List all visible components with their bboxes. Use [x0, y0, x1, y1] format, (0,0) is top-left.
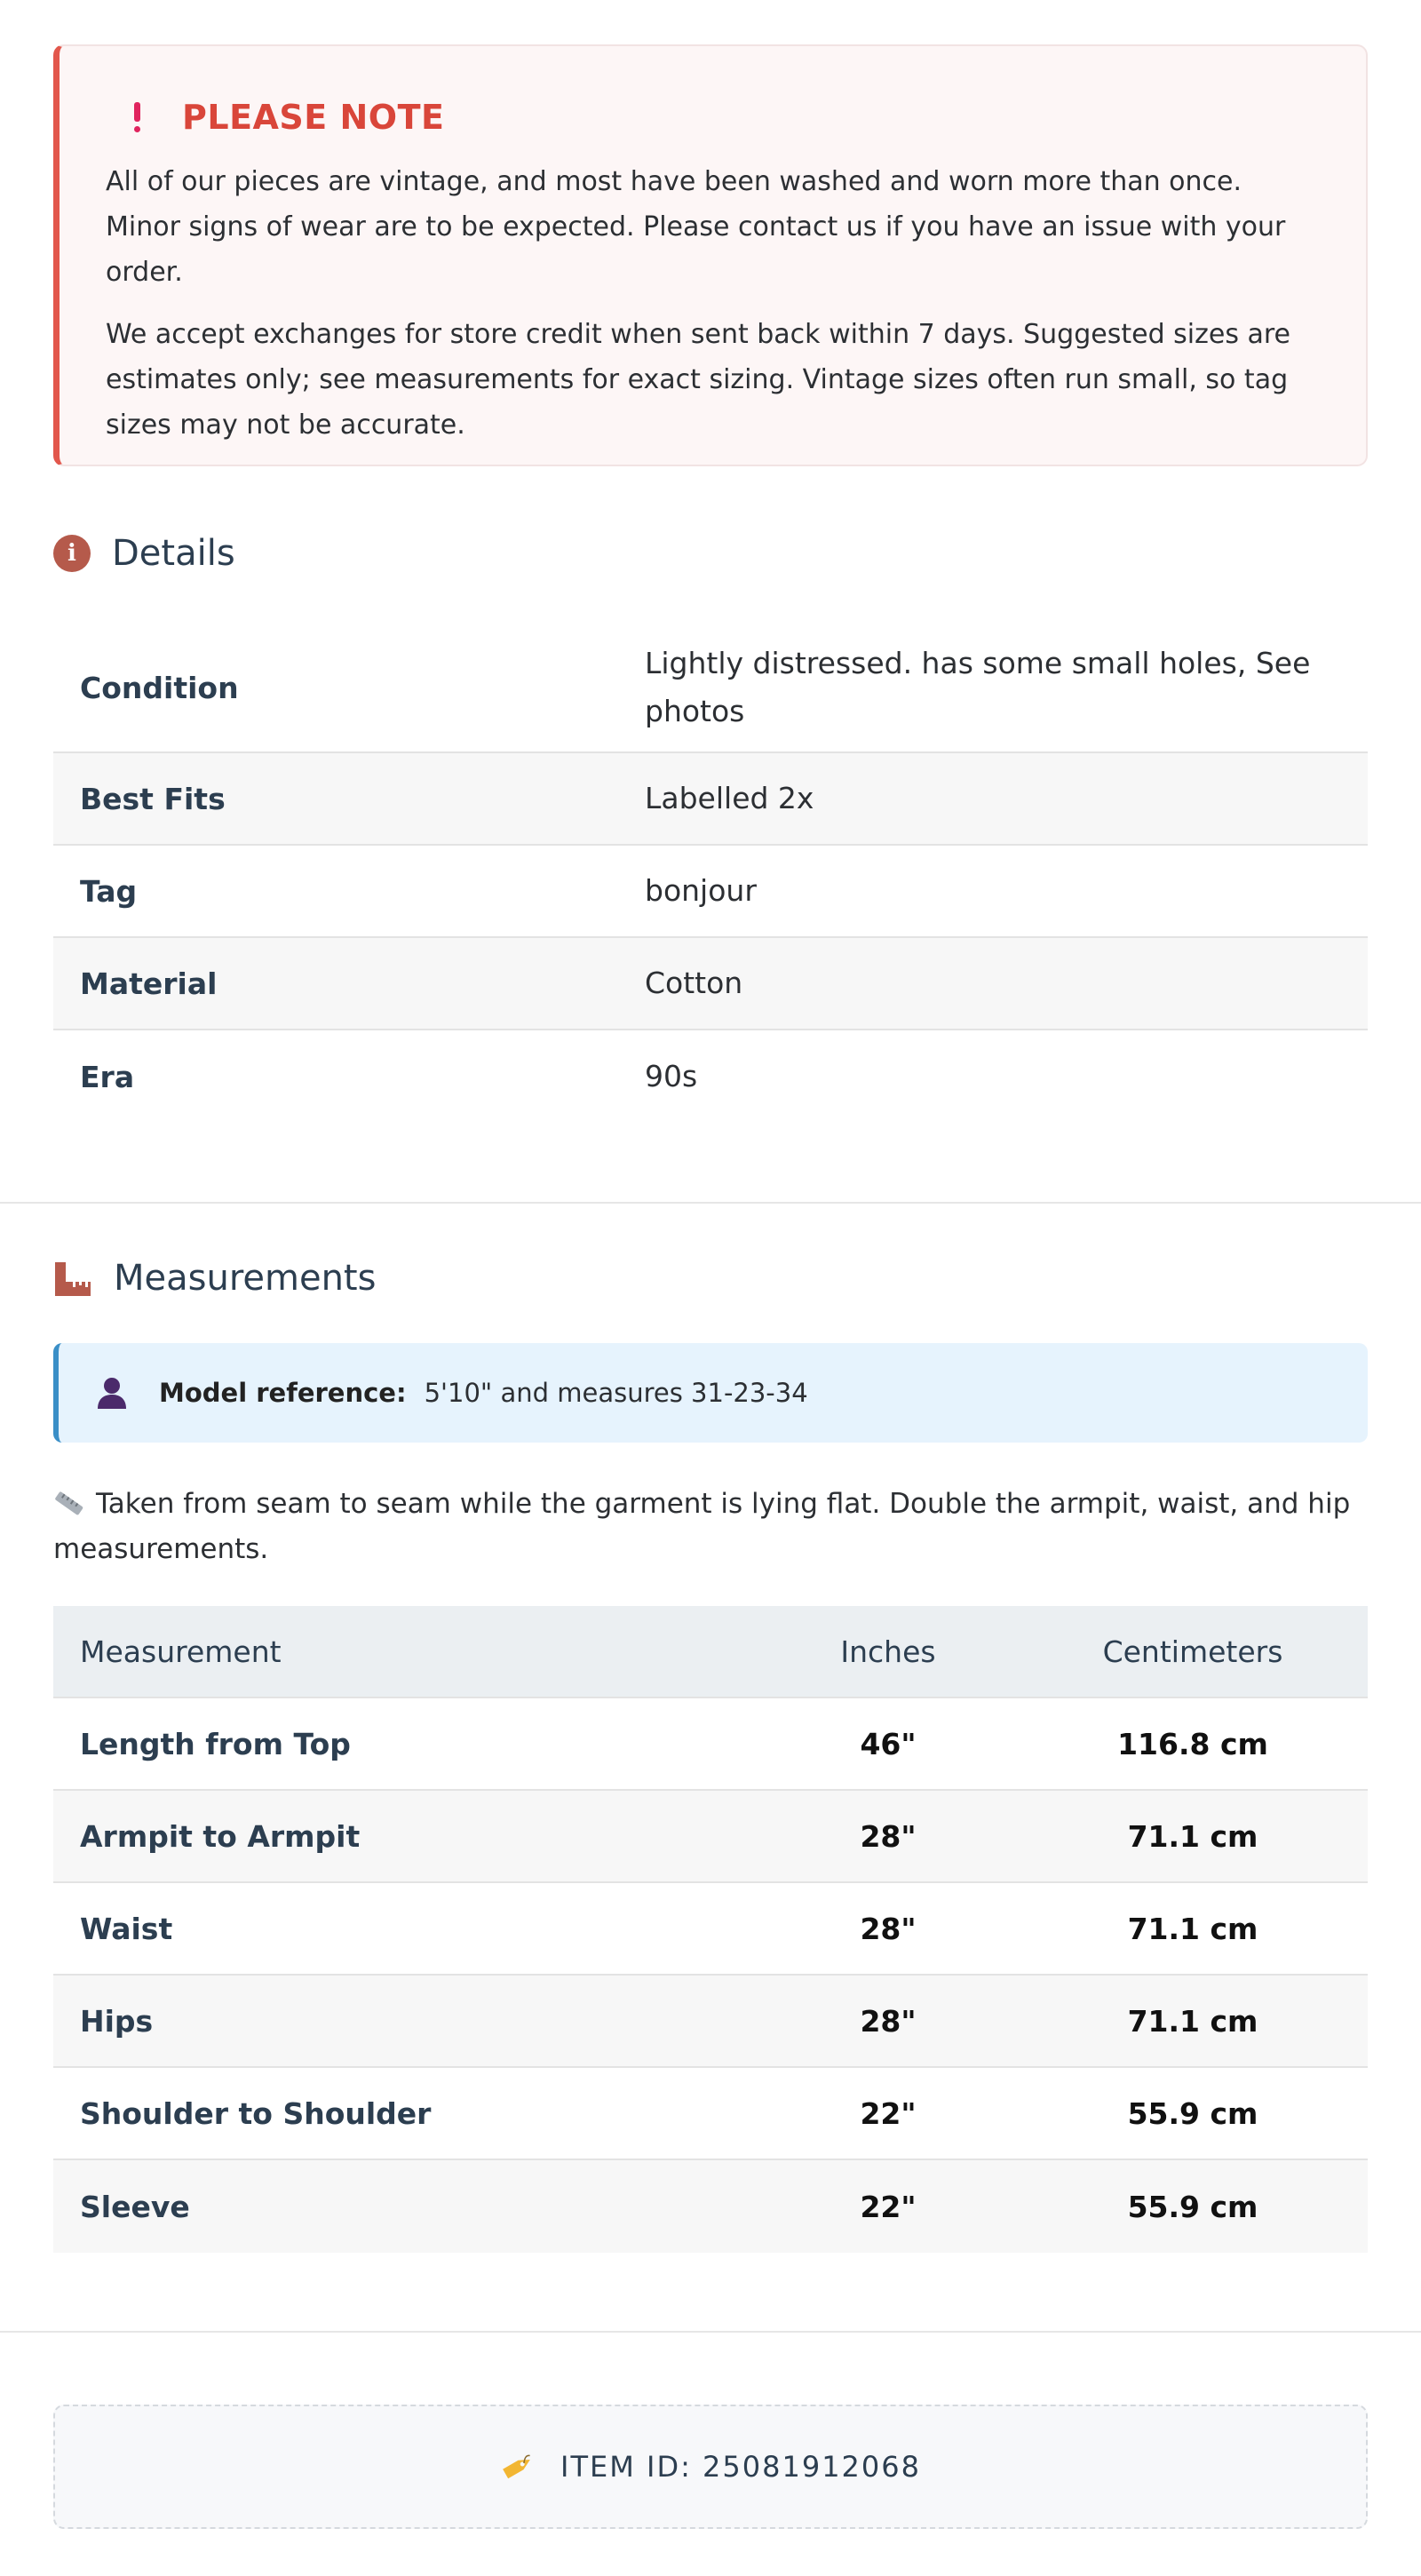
ruler-icon	[53, 1259, 92, 1298]
details-row-material	[53, 938, 1368, 1030]
measurement-inches: 22"	[860, 2189, 917, 2224]
measurement-name: Hips	[80, 2003, 154, 2039]
model-reference-banner	[53, 1343, 1368, 1443]
measurement-inches: 22"	[860, 2095, 917, 2131]
details-label: Condition	[80, 670, 239, 705]
section-divider	[0, 1202, 1421, 1204]
details-value: 90s	[645, 1059, 698, 1093]
notice-title: PLEASE NOTE	[182, 98, 445, 137]
model-reference-label: Model reference:	[159, 1378, 407, 1408]
table-row	[53, 1976, 1368, 2068]
measurement-cm: 71.1 cm	[1127, 2003, 1258, 2039]
details-value: Cotton	[645, 966, 743, 1000]
measurements-heading	[53, 1258, 376, 1299]
item-id-box	[53, 2405, 1368, 2529]
info-icon: i	[53, 535, 91, 572]
section-divider	[0, 2331, 1421, 2333]
measurement-cm: 116.8 cm	[1117, 1726, 1268, 1761]
ruler-icon	[53, 1490, 85, 1516]
measurements-title: Measurements	[114, 1258, 377, 1299]
measurement-name: Sleeve	[80, 2189, 190, 2224]
measurement-cm: 71.1 cm	[1127, 1911, 1258, 1946]
measurements-table	[53, 1606, 1368, 2253]
table-row	[53, 1791, 1368, 1883]
measurement-cm: 71.1 cm	[1127, 1818, 1258, 1854]
details-label: Best Fits	[80, 781, 226, 816]
model-reference-value: 5'10" and measures 31-23-34	[424, 1378, 808, 1408]
please-note-box	[53, 44, 1368, 466]
header-inches: Inches	[840, 1634, 936, 1669]
details-row-condition	[53, 624, 1368, 753]
details-label: Era	[80, 1059, 135, 1094]
details-label: Tag	[80, 873, 138, 909]
measurement-name: Shoulder to Shoulder	[80, 2095, 432, 2131]
measurement-inches: 28"	[860, 1818, 917, 1854]
measurement-note-text: Taken from seam to seam while the garment is lying flat. Double the armpit, waist, and hip measurements.	[53, 1488, 1351, 1565]
table-row	[53, 1698, 1368, 1791]
measurement-note	[53, 1482, 1368, 1572]
measurement-cm: 55.9 cm	[1127, 2095, 1258, 2131]
item-id-text: ITEM ID: 25081912068	[560, 2450, 921, 2484]
table-row	[53, 2068, 1368, 2160]
details-row-era	[53, 1030, 1368, 1123]
notice-header	[106, 95, 1322, 139]
table-row	[53, 1883, 1368, 1976]
tag-icon	[500, 2449, 536, 2485]
measurement-inches: 46"	[860, 1726, 917, 1761]
measurement-name: Armpit to Armpit	[80, 1818, 361, 1854]
notice-paragraph-1: All of our pieces are vintage, and most have been washed and worn more than once. Minor signs of wear are to be expected. Please contact us if you have an issue with your order.	[106, 166, 1286, 288]
details-title: Details	[112, 533, 235, 574]
measurement-name: Waist	[80, 1911, 173, 1946]
header-centimeters: Centimeters	[1102, 1634, 1283, 1669]
details-value: Labelled 2x	[645, 781, 814, 815]
details-value: Lightly distressed. has some small holes, See photos	[645, 646, 1311, 728]
header-measurement: Measurement	[80, 1634, 282, 1669]
measurement-inches: 28"	[860, 1911, 917, 1946]
measurements-header-row	[53, 1606, 1368, 1698]
exclamation-icon	[123, 95, 150, 139]
details-row-tag	[53, 846, 1368, 938]
details-heading	[53, 533, 235, 574]
details-value: bonjour	[645, 873, 757, 908]
details-label: Material	[80, 966, 218, 1001]
notice-paragraph-2: We accept exchanges for store credit when sent back within 7 days. Suggested sizes are estimates only; see measurements for exact sizing. Vintage sizes often run small, so tag sizes may not be accurate.	[106, 319, 1291, 441]
measurement-name: Length from Top	[80, 1726, 351, 1761]
table-row	[53, 2160, 1368, 2253]
person-icon	[94, 1375, 130, 1411]
measurement-cm: 55.9 cm	[1127, 2189, 1258, 2224]
details-row-best-fits	[53, 753, 1368, 846]
details-table	[53, 624, 1368, 1123]
measurement-inches: 28"	[860, 2003, 917, 2039]
